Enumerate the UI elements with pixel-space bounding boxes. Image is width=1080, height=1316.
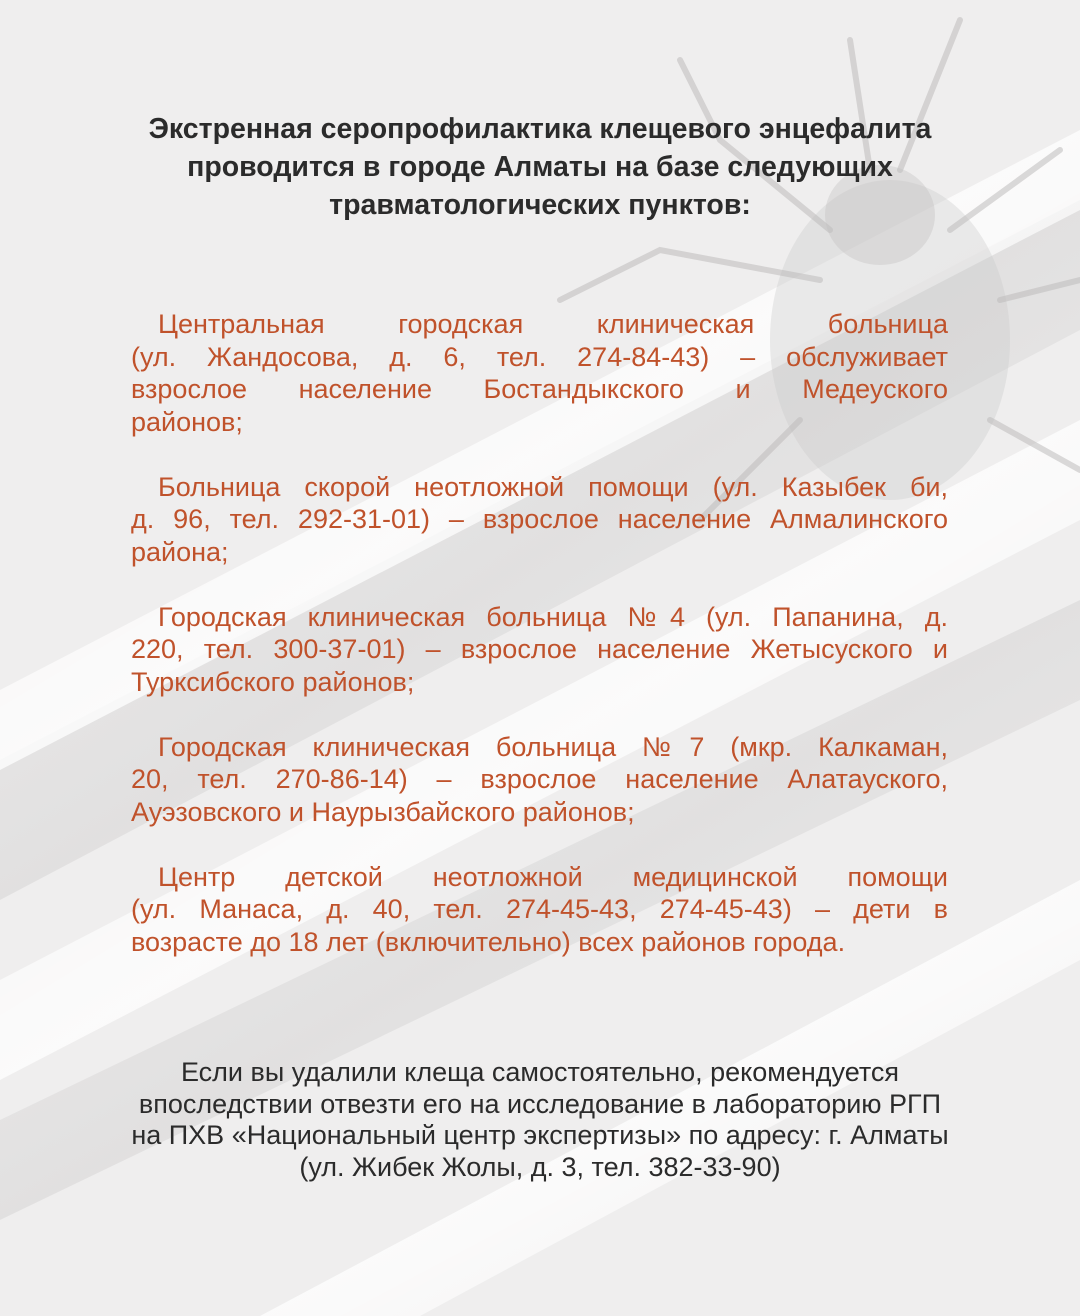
heading-line: проводится в городе Алматы на базе следующих <box>187 151 893 183</box>
hospital-line: района; <box>131 536 229 567</box>
footer-line: на ПХВ «Национальный центр экспертизы» по адресу: г. Алматы <box>131 1120 949 1150</box>
page-heading <box>60 110 1020 224</box>
hospital-item <box>131 308 948 438</box>
hospital-line: 220, тел. 300-37-01) – взрослое население Жетысуского и <box>131 634 948 664</box>
hospital-item <box>131 731 948 829</box>
hospital-item <box>131 861 948 959</box>
hospital-line: Ауэзовского и Наурызбайского районов; <box>131 796 635 827</box>
hospital-line: (ул. Манаса, д. 40, тел. 274-45-43, 274-45-43) – дети в <box>131 894 948 924</box>
hospital-line: д. 96, тел. 292-31-01) – взрослое население Алмалинского <box>131 504 948 534</box>
hospital-line: Центральная городская клиническая больница <box>158 309 948 339</box>
hospital-item <box>131 471 948 569</box>
hospital-list <box>131 308 948 991</box>
heading-line: Экстренная серопрофилактика клещевого энцефалита <box>148 113 932 145</box>
hospital-line: районов; <box>131 406 243 437</box>
footer-line: Если вы удалили клеща самостоятельно, рекомендуется <box>180 1057 900 1087</box>
footer-line: (ул. Жибек Жолы, д. 3, тел. 382-33-90) <box>299 1151 781 1182</box>
hospital-line: Городская клиническая больница №7 (мкр. Калкаман, <box>158 731 948 762</box>
hospital-line: Турксибского районов; <box>131 666 415 697</box>
hospital-line: взрослое население Бостандыкского и Медеуского <box>131 374 948 404</box>
hospital-item <box>131 601 948 699</box>
hospital-line: Городская клиническая больница №4 (ул. Папанина, д. <box>158 601 948 632</box>
hospital-line: (ул. Жандосова, д. 6, тел. 274-84-43) – обслуживает <box>131 341 948 372</box>
lab-recommendation-note <box>40 1057 1040 1183</box>
heading-line: травматологических пунктов: <box>329 189 751 221</box>
hospital-line: возрасте до 18 лет (включительно) всех районов города. <box>131 926 846 957</box>
footer-line: впоследствии отвезти его на исследование в лабораторию РГП <box>138 1088 942 1119</box>
hospital-line: Больница скорой неотложной помощи (ул. Казыбек би, <box>158 471 948 502</box>
hospital-line: 20, тел. 270-86-14) – взрослое население Алатауского, <box>131 764 948 794</box>
hospital-line: Центр детской неотложной медицинской помощи <box>158 861 948 892</box>
